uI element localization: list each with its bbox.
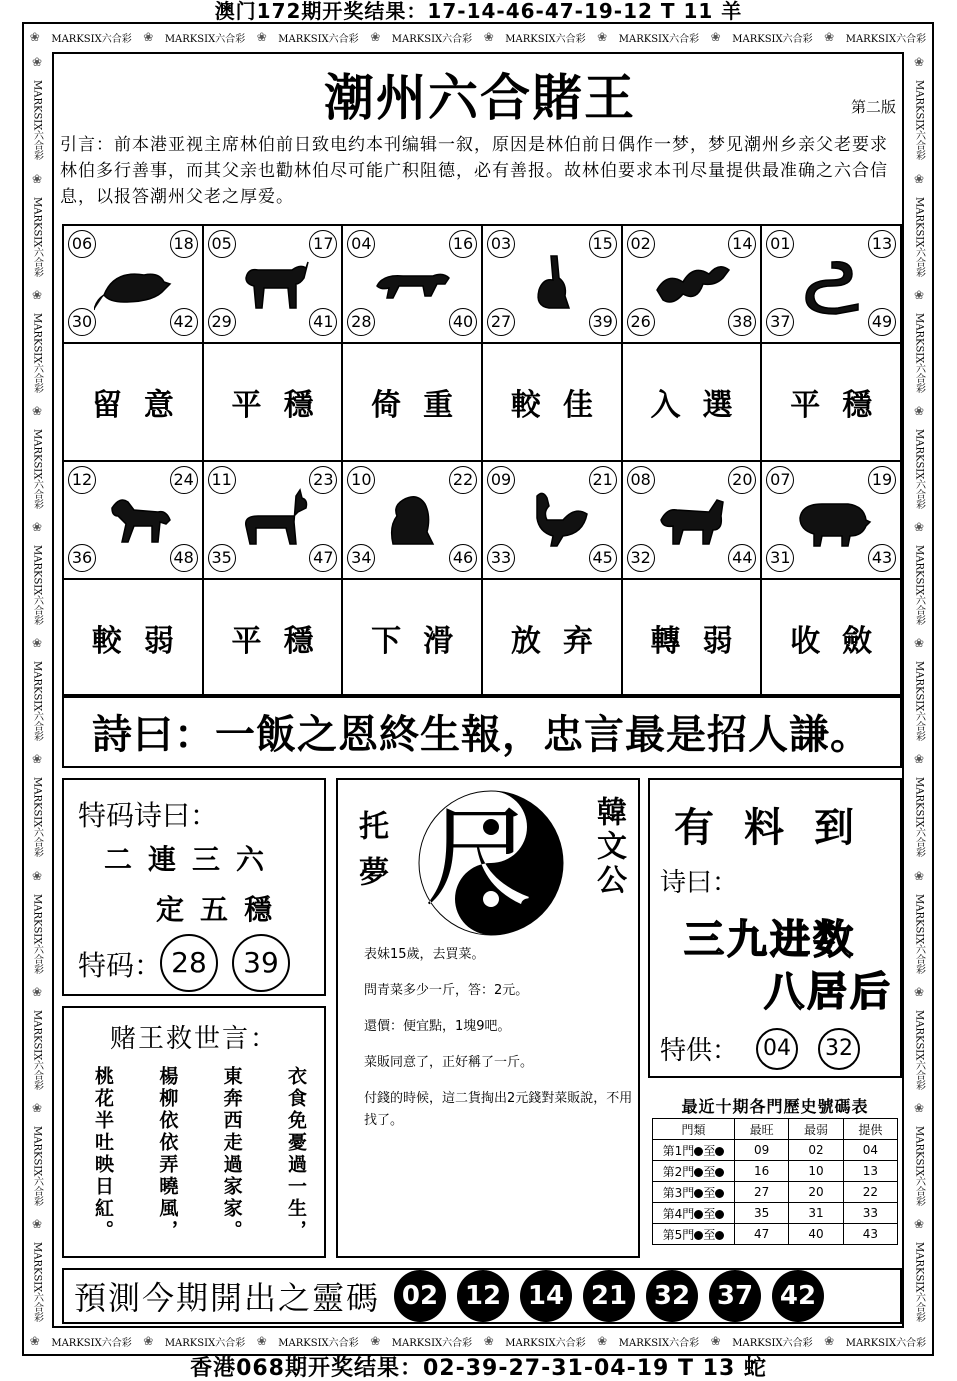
zodiac-word: 平穩 <box>204 580 344 698</box>
dot-icon <box>715 1231 724 1240</box>
zodiac-number: 33 <box>487 544 515 572</box>
flower-icon: ❀ <box>31 636 43 651</box>
zodiac-number: 12 <box>68 466 96 494</box>
watermark-text: MARKSIX六合彩 <box>391 33 473 45</box>
stats-cell-max: 09 <box>735 1140 789 1161</box>
stats-cell-min: 20 <box>789 1182 843 1203</box>
zodiac-number: 13 <box>868 230 896 258</box>
watermark-text: MARKSIX六合彩 <box>31 312 43 394</box>
zodiac-number: 02 <box>627 230 655 258</box>
macau-result-banner: 澳门172期开奖结果：17-14-46-47-19-12 T 11 羊 <box>214 0 743 22</box>
tema-number: 39 <box>232 934 290 992</box>
flower-icon: ❀ <box>256 1334 267 1348</box>
page-title: 潮州六合賭王 <box>324 68 636 127</box>
zodiac-word-row <box>64 580 902 698</box>
watermark-text: MARKSIX六合彩 <box>913 1125 925 1207</box>
zodiac-cell <box>762 462 902 580</box>
flower-icon: ❀ <box>913 752 925 767</box>
you-liao-heading: 有料到 <box>674 805 884 851</box>
door-label: 第1門 <box>662 1143 695 1158</box>
stats-table-title: 最近十期各門歷史號碼表 <box>681 1097 869 1116</box>
tema-label: 特码： <box>78 949 163 982</box>
you-liao-box <box>648 778 902 1078</box>
door-cell <box>653 1203 735 1224</box>
watermark-text: MARKSIX六合彩 <box>913 428 925 510</box>
monkey-icon <box>373 486 453 556</box>
flower-icon: ❀ <box>370 30 381 44</box>
story-line: 表妹15歲，去買菜。 <box>364 947 485 962</box>
flower-icon: ❀ <box>29 1334 40 1348</box>
zodiac-word: 較佳 <box>483 344 623 462</box>
zodiac-number: 17 <box>309 230 337 258</box>
stats-row <box>653 1203 898 1224</box>
stats-cell-min: 10 <box>789 1161 843 1182</box>
dream-center-glyph: 尺 <box>424 794 534 922</box>
special-number: 04 <box>756 1028 798 1070</box>
flower-icon: ❀ <box>913 171 925 186</box>
watermark-text: MARKSIX六合彩 <box>845 33 927 45</box>
main-content <box>52 52 904 1328</box>
zodiac-number: 26 <box>627 308 655 336</box>
dream-story <box>364 944 634 1146</box>
flower-icon: ❀ <box>31 55 43 70</box>
stats-cell-max: 27 <box>735 1182 789 1203</box>
story-line: 問青菜多少一斤，答：2元。 <box>364 983 529 998</box>
zodiac-number: 08 <box>627 466 655 494</box>
hongkong-result-banner: 香港068期开奖结果：02-39-27-31-04-19 T 13 蛇 <box>190 1356 767 1381</box>
flower-icon: ❀ <box>913 55 925 70</box>
range-mark: 至 <box>703 1143 716 1158</box>
zodiac-number: 27 <box>487 308 515 336</box>
watermark-text: MARKSIX六合彩 <box>505 33 586 45</box>
zodiac-number: 20 <box>728 466 756 494</box>
range-mark: 至 <box>703 1206 716 1221</box>
zodiac-cell <box>343 462 483 580</box>
watermark-text: MARKSIX六合彩 <box>618 33 700 45</box>
range-mark: 至 <box>703 1185 716 1200</box>
prediction-ball: 42 <box>772 1270 824 1322</box>
watermark-text: MARKSIX六合彩 <box>51 33 132 45</box>
zodiac-cell <box>204 226 344 344</box>
watermark-strip-left <box>24 50 50 1328</box>
dwang-heading: 赌王救世言： <box>109 1024 278 1054</box>
door-label: 第2門 <box>662 1164 695 1179</box>
zodiac-number: 34 <box>347 544 375 572</box>
stats-row <box>653 1224 898 1245</box>
zodiac-number: 23 <box>309 466 337 494</box>
zodiac-number: 47 <box>309 544 337 572</box>
flower-icon: ❀ <box>710 30 721 44</box>
flower-icon: ❀ <box>483 1334 494 1348</box>
dwang-poem-column: 桃花半吐映日紅。 <box>92 1066 114 1242</box>
dwang-poem-column: 東奔西走過家家。 <box>220 1066 243 1242</box>
flower-icon: ❀ <box>143 1334 154 1348</box>
dog-icon <box>653 486 733 556</box>
watermark-text: MARKSIX六合彩 <box>913 312 925 394</box>
flower-icon: ❀ <box>913 520 925 535</box>
stats-table <box>652 1118 898 1245</box>
zodiac-number: 22 <box>449 466 477 494</box>
stats-cell-give: 13 <box>843 1161 897 1182</box>
watermark-text: MARKSIX六合彩 <box>913 545 925 626</box>
watermark-strip-bottom <box>24 1328 932 1354</box>
stats-cell-give: 43 <box>843 1224 897 1245</box>
flower-icon: ❀ <box>31 287 43 302</box>
zodiac-number: 32 <box>627 544 655 572</box>
dot-icon <box>715 1168 724 1177</box>
dot-icon <box>694 1168 703 1177</box>
watermark-text: MARKSIX六合彩 <box>913 1009 925 1091</box>
door-label: 第4門 <box>662 1206 695 1221</box>
flower-icon: ❀ <box>824 1334 835 1348</box>
tiger-icon <box>373 250 453 320</box>
dot-icon <box>715 1147 724 1156</box>
watermark-text: MARKSIX六合彩 <box>505 1337 586 1349</box>
zodiac-word-row <box>64 344 902 462</box>
watermark-text: MARKSIX六合彩 <box>732 1337 813 1349</box>
watermark-text: MARKSIX六合彩 <box>51 1337 132 1349</box>
dream-box <box>336 778 640 1258</box>
flower-icon: ❀ <box>913 984 925 999</box>
zodiac-number: 39 <box>589 308 617 336</box>
watermark-text: MARKSIX六合彩 <box>31 196 43 277</box>
zodiac-number: 06 <box>68 230 96 258</box>
stats-cell-max: 16 <box>735 1161 789 1182</box>
zodiac-number: 14 <box>728 230 756 258</box>
ox-icon <box>234 250 314 320</box>
watermark-text: MARKSIX六合彩 <box>31 661 43 742</box>
tema-number: 28 <box>160 934 218 992</box>
zodiac-number: 16 <box>449 230 477 258</box>
prediction-ball: 37 <box>709 1270 761 1322</box>
zodiac-number: 07 <box>766 466 794 494</box>
zodiac-word: 留意 <box>64 344 204 462</box>
zodiac-word: 較弱 <box>64 580 204 698</box>
watermark-text: MARKSIX六合彩 <box>31 1009 43 1091</box>
watermark-text: MARKSIX六合彩 <box>31 545 43 626</box>
watermark-text: MARKSIX六合彩 <box>732 33 813 45</box>
tema-poem-line1: 二連三六 <box>104 843 281 876</box>
zodiac-number: 38 <box>728 308 756 336</box>
watermark-text: MARKSIX六合彩 <box>31 1125 43 1207</box>
zodiac-number: 37 <box>766 308 794 336</box>
rooster-icon <box>513 486 593 556</box>
zodiac-number: 11 <box>208 466 236 494</box>
zodiac-number: 49 <box>868 308 896 336</box>
watermark-text: MARKSIX六合彩 <box>913 80 925 161</box>
story-line: 付錢的時候，這二貨掏出2元錢對菜販說，不用找了。 <box>364 1091 633 1128</box>
dwang-poem-column: 衣食免憂過一生， <box>284 1066 307 1242</box>
zodiac-number: 48 <box>170 544 198 572</box>
flower-icon: ❀ <box>31 520 43 535</box>
dot-icon <box>694 1231 703 1240</box>
dot-icon <box>715 1210 724 1219</box>
zodiac-number: 36 <box>68 544 96 572</box>
watermark-text: MARKSIX六合彩 <box>31 777 43 858</box>
zodiac-number: 31 <box>766 544 794 572</box>
watermark-text: MARKSIX六合彩 <box>164 33 246 45</box>
stats-header: 最弱 <box>789 1119 843 1140</box>
watermark-text: MARKSIX六合彩 <box>913 1242 925 1323</box>
zodiac-word: 倚重 <box>343 344 483 462</box>
flower-icon: ❀ <box>31 1217 43 1232</box>
watermark-text: MARKSIX六合彩 <box>31 80 43 161</box>
zodiac-number: 43 <box>868 544 896 572</box>
zodiac-number-row <box>64 226 902 344</box>
snake-icon <box>792 250 872 320</box>
zodiac-word: 放弃 <box>483 580 623 698</box>
watermark-text: MARKSIX六合彩 <box>913 777 925 858</box>
flower-icon: ❀ <box>597 30 608 44</box>
zodiac-number: 21 <box>589 466 617 494</box>
flower-icon: ❀ <box>31 752 43 767</box>
stats-header: 提供 <box>843 1119 897 1140</box>
watermark-text: MARKSIX六合彩 <box>913 661 925 742</box>
prediction-label: 預測今期開出之靈碼 <box>74 1279 381 1317</box>
stats-cell-min: 02 <box>789 1140 843 1161</box>
goat-icon <box>234 486 314 556</box>
dream-left-label: 托夢 <box>353 810 388 902</box>
flower-icon: ❀ <box>913 868 925 883</box>
zodiac-word: 下滑 <box>343 580 483 698</box>
you-poem-label: 诗曰： <box>660 868 739 898</box>
stats-cell-give: 22 <box>843 1182 897 1203</box>
zodiac-number: 09 <box>487 466 515 494</box>
stats-row <box>653 1182 898 1203</box>
zodiac-number: 15 <box>589 230 617 258</box>
zodiac-number: 42 <box>170 308 198 336</box>
door-cell <box>653 1224 735 1245</box>
stats-header: 門類 <box>653 1119 735 1140</box>
watermark-text: MARKSIX六合彩 <box>31 1242 43 1323</box>
zodiac-cell <box>64 226 204 344</box>
edition-label: 第二版 <box>850 98 896 116</box>
flower-icon: ❀ <box>31 1100 43 1115</box>
flower-icon: ❀ <box>256 30 267 44</box>
zodiac-number: 01 <box>766 230 794 258</box>
prediction-ball: 12 <box>457 1270 509 1322</box>
zodiac-number: 41 <box>309 308 337 336</box>
dwang-poem-column: 楊柳依依弄曉風， <box>156 1066 179 1242</box>
zodiac-cell <box>204 462 344 580</box>
zodiac-grid <box>62 224 902 698</box>
zodiac-number: 35 <box>208 544 236 572</box>
zodiac-cell <box>64 462 204 580</box>
watermark-strip-top <box>24 24 932 50</box>
flower-icon: ❀ <box>483 30 494 44</box>
door-label: 第5門 <box>662 1227 695 1242</box>
you-phrase-1: 三九进数 <box>684 917 856 963</box>
zodiac-number: 44 <box>728 544 756 572</box>
prediction-ball: 32 <box>646 1270 698 1322</box>
watermark-text: MARKSIX六合彩 <box>164 1337 246 1349</box>
door-cell <box>653 1140 735 1161</box>
zodiac-number: 30 <box>68 308 96 336</box>
zodiac-cell <box>623 226 763 344</box>
stats-cell-give: 04 <box>843 1140 897 1161</box>
dwang-box <box>62 1006 326 1258</box>
rat-icon <box>94 250 174 320</box>
special-number: 32 <box>818 1028 860 1070</box>
you-phrase-2: 八居后 <box>764 969 893 1015</box>
tema-poem-line2: 定五穩 <box>156 893 289 926</box>
rabbit-icon <box>513 250 593 320</box>
zodiac-number-row <box>64 462 902 580</box>
poem-banner: 詩曰：一飯之恩終生報，忠言最是招人謙。 <box>62 694 902 768</box>
story-line: 菜販同意了，正好稱了一斤。 <box>364 1055 534 1070</box>
flower-icon: ❀ <box>913 287 925 302</box>
watermark-text: MARKSIX六合彩 <box>845 1337 927 1349</box>
zodiac-number: 19 <box>868 466 896 494</box>
zodiac-word: 收斂 <box>762 580 902 698</box>
door-label: 第3門 <box>662 1185 695 1200</box>
special-label: 特供： <box>660 1036 739 1066</box>
range-mark: 至 <box>703 1227 716 1242</box>
pig-icon <box>792 486 872 556</box>
zodiac-number: 24 <box>170 466 198 494</box>
flower-icon: ❀ <box>913 1217 925 1232</box>
zodiac-number: 46 <box>449 544 477 572</box>
horse-icon <box>94 486 174 556</box>
zodiac-number: 10 <box>347 466 375 494</box>
stats-cell-min: 31 <box>789 1203 843 1224</box>
watermark-text: MARKSIX六合彩 <box>391 1337 473 1349</box>
prediction-ball: 02 <box>394 1270 446 1322</box>
story-line: 還價：便宜點，1塊9吧。 <box>364 1019 511 1034</box>
stats-row <box>653 1140 898 1161</box>
zodiac-number: 04 <box>347 230 375 258</box>
stats-row <box>653 1161 898 1182</box>
prediction-ball: 21 <box>583 1270 635 1322</box>
zodiac-number: 03 <box>487 230 515 258</box>
zodiac-cell <box>483 462 623 580</box>
zodiac-word: 入選 <box>623 344 763 462</box>
flower-icon: ❀ <box>710 1334 721 1348</box>
stats-cell-max: 35 <box>735 1203 789 1224</box>
zodiac-word: 平穩 <box>762 344 902 462</box>
zodiac-word: 平穩 <box>204 344 344 462</box>
dot-icon <box>694 1189 703 1198</box>
door-cell <box>653 1161 735 1182</box>
flower-icon: ❀ <box>29 30 40 44</box>
flower-icon: ❀ <box>913 636 925 651</box>
zodiac-cell <box>762 226 902 344</box>
dragon-icon <box>653 250 733 320</box>
prediction-balls <box>394 1270 835 1322</box>
zodiac-cell <box>483 226 623 344</box>
flower-icon: ❀ <box>824 30 835 44</box>
watermark-text: MARKSIX六合彩 <box>31 893 43 974</box>
tema-poem-label: 特码诗曰： <box>78 799 219 832</box>
zodiac-cell <box>623 462 763 580</box>
prediction-ball: 14 <box>520 1270 572 1322</box>
watermark-text: MARKSIX六合彩 <box>278 33 359 45</box>
flower-icon: ❀ <box>31 403 43 418</box>
zodiac-number: 45 <box>589 544 617 572</box>
flower-icon: ❀ <box>913 403 925 418</box>
dot-icon <box>694 1210 703 1219</box>
stats-header: 最旺 <box>735 1119 789 1140</box>
watermark-text: MARKSIX六合彩 <box>618 1337 700 1349</box>
watermark-text: MARKSIX六合彩 <box>278 1337 359 1349</box>
flower-icon: ❀ <box>31 984 43 999</box>
stats-cell-min: 40 <box>789 1224 843 1245</box>
dwang-poem-columns <box>90 1066 310 1242</box>
zodiac-number: 29 <box>208 308 236 336</box>
watermark-text: MARKSIX六合彩 <box>913 893 925 974</box>
tema-poem-box <box>62 778 326 996</box>
flower-icon: ❀ <box>31 868 43 883</box>
prediction-bar <box>62 1268 902 1324</box>
flower-icon: ❀ <box>143 30 154 44</box>
watermark-strip-right <box>906 50 932 1328</box>
zodiac-number: 05 <box>208 230 236 258</box>
watermark-text: MARKSIX六合彩 <box>31 428 43 510</box>
stats-cell-give: 33 <box>843 1203 897 1224</box>
zodiac-number: 28 <box>347 308 375 336</box>
zodiac-word: 轉弱 <box>623 580 763 698</box>
watermark-text: MARKSIX六合彩 <box>913 196 925 277</box>
zodiac-number: 40 <box>449 308 477 336</box>
stats-cell-max: 47 <box>735 1224 789 1245</box>
dream-right-label: 韓文公 <box>591 796 626 898</box>
range-mark: 至 <box>703 1164 716 1179</box>
flower-icon: ❀ <box>913 1100 925 1115</box>
door-cell <box>653 1182 735 1203</box>
zodiac-number: 18 <box>170 230 198 258</box>
intro-text: 引言：前本港亚视主席林伯前日致电约本刊编辑一叙，原因是林伯前日偶作一梦，梦见潮州乡亲父老要求林伯多行善事，而其父亲也勸林伯尽可能广积阻德，必有善报。故林伯要求本刊尽量提供最准确之六合信息，以报答潮州父老之厚爱。 <box>60 135 888 207</box>
dot-icon <box>715 1189 724 1198</box>
flower-icon: ❀ <box>370 1334 381 1348</box>
flower-icon: ❀ <box>597 1334 608 1348</box>
flower-icon: ❀ <box>31 171 43 186</box>
dot-icon <box>694 1147 703 1156</box>
zodiac-cell <box>343 226 483 344</box>
